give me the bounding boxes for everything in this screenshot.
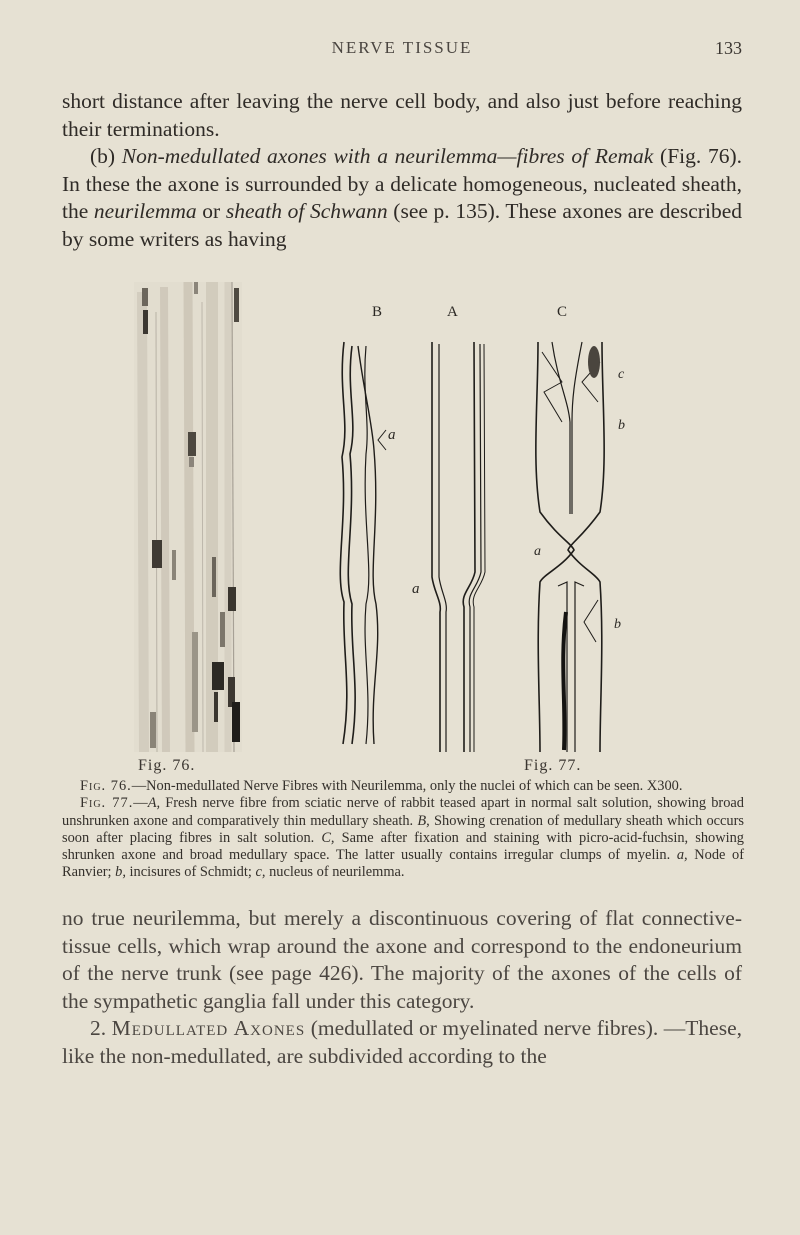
fibre-B xyxy=(340,342,395,744)
mark-a-node-A: a xyxy=(412,581,420,597)
label-A: A xyxy=(447,304,458,320)
paragraph-medullated xyxy=(62,1015,742,1070)
caption-key: c, xyxy=(255,864,266,881)
caption-fig-76 xyxy=(62,778,744,795)
mark-b-incisure-lower: b xyxy=(614,617,621,632)
fibre-C xyxy=(534,342,625,752)
mark-a-node-B: a xyxy=(388,427,396,443)
paragraph-non-medullated xyxy=(62,143,742,253)
caption-text: incisures of Schmidt; xyxy=(125,864,256,881)
caption-key: B, xyxy=(417,812,430,829)
fig-76-label: Fig. 76. xyxy=(138,757,196,774)
fig-77-nerve-fibre-diagram xyxy=(340,304,625,752)
paragraph-neurilemma: no true neurilemma, but merely a discontinuous covering of flat connective-tissue cells, which wrap around the axone and correspond to the endoneurium of the nerve trunk (see page 426). The majority of the axones of the cells of the sympathetic ganglia fall under this category. xyxy=(62,906,742,1013)
caption-key: A, xyxy=(147,795,161,812)
caption-text: Same after fixation and staining with picro-acid-fuchsin, showing shrunken axone and broad medullary space. The latter usually contains irregular clumps of myelin. xyxy=(62,829,744,864)
caption-text: Showing crenation of medullary sheath which occurs soon after placing fibres in salt solution. xyxy=(62,812,745,846)
mark-c-nucleus: c xyxy=(618,367,625,382)
fig-76-photomicrograph xyxy=(134,282,242,752)
section-heading: Medullated Axones xyxy=(111,1016,306,1041)
caption-fig-77: Fig. 77.—A, Fresh nerve fibre from sciatic nerve of rabbit teased apart in normal salt solution, showing broad unshrunken axone and comparatively thin medullary sheath. B, Showing crenation of medullary sheath which occurs soon after placing fibres in salt solution. C, Same after fixation and staining with picro-acid-fuchsin, showing shrunken axone and broad medullary space. The latter usually contains irregular clumps of myelin. a, Node of Ranvier; b, incisures of Schmidt; c, nucleus of neurilemma. xyxy=(62,795,745,881)
caption-text: Fresh nerve fibre from sciatic nerve of rabbit teased apart in normal salt solution, showing broad unshrunken axone and comparatively thin medullary sheath. xyxy=(62,795,744,829)
mark-b-incisure-upper: b xyxy=(618,418,625,433)
top-body-text xyxy=(62,88,742,254)
running-head: NERVE TISSUE xyxy=(331,38,473,57)
caption-text: nucleus of neurilemma. xyxy=(265,864,405,881)
fibre-A xyxy=(412,342,485,752)
fig-77-label: Fig. 77. xyxy=(524,757,582,774)
page-number: 133 xyxy=(715,38,742,58)
page-header xyxy=(62,38,742,68)
caption-key: a, xyxy=(676,847,688,864)
paragraph-lead: (b) xyxy=(90,144,122,169)
paragraph-text: or xyxy=(196,199,226,224)
figure-illustration xyxy=(62,282,742,752)
caption-text: Node of Ranvier; xyxy=(62,847,744,881)
caption-key: b, xyxy=(115,864,126,881)
figure-captions xyxy=(62,778,744,882)
italic-term: sheath of Schwann xyxy=(225,199,388,224)
label-C: C xyxy=(557,304,568,320)
paragraph-text: (Fig. 76). In these the axone is surrounded by a delicate homogeneous, nucleated sheath, the xyxy=(62,144,743,224)
caption-head: Fig. 76. xyxy=(80,778,132,794)
caption-text: —Non-medullated Nerve Fibres with Neurilemma, only the nuclei of which can be seen. X300. xyxy=(131,778,683,794)
section-number: 2. xyxy=(90,1016,112,1041)
paragraph-text: (medullated or myelinated nerve fibres). —These, like the non-medullated, are subdivided according to the xyxy=(62,1016,742,1068)
mark-a-node-C: a xyxy=(534,544,541,559)
bottom-body-text xyxy=(62,905,742,1071)
caption-head: Fig. 77. xyxy=(80,795,134,812)
italic-term: neurilemma xyxy=(93,199,197,224)
paragraph-continuation: short distance after leaving the nerve cell body, and also just before reaching their terminations. xyxy=(62,89,742,141)
paragraph-text: (see p. 135). These axones are described by some writers as having xyxy=(62,199,742,251)
caption-key: C, xyxy=(321,829,335,846)
label-B: B xyxy=(372,304,383,320)
italic-term: Non-medullated axones with a neurilemma—fibres of Remak xyxy=(121,144,654,169)
